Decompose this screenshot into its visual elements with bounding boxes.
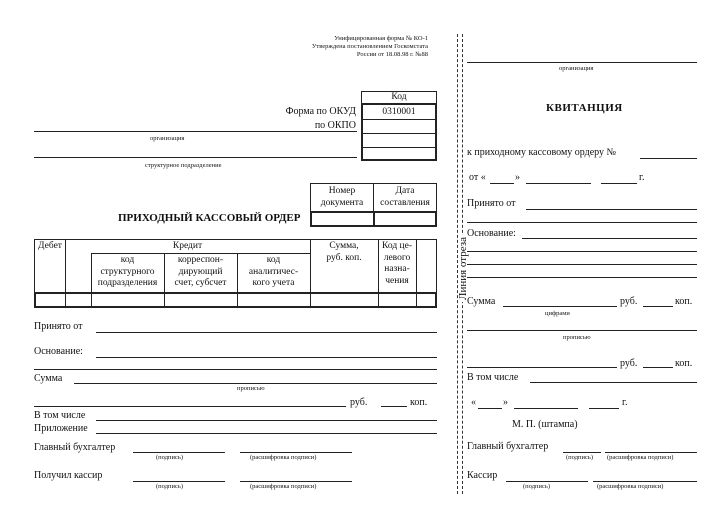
receipt-cashier-decode-line[interactable] bbox=[593, 481, 697, 482]
sum-words-line-2[interactable] bbox=[34, 406, 346, 407]
attachment-label: Приложение bbox=[34, 423, 88, 434]
receipt-quote-close: » bbox=[515, 172, 520, 183]
kop-line[interactable] bbox=[381, 406, 407, 407]
organization-line[interactable] bbox=[34, 131, 357, 132]
organization-caption: организация bbox=[150, 135, 185, 142]
purpose-code-header: Код це- левого назна- чения bbox=[381, 241, 412, 286]
chief-decode-caption: (расшифровка подписи) bbox=[250, 454, 317, 461]
cashier-decode-line[interactable] bbox=[240, 481, 352, 482]
sum-in-words-caption: прописью bbox=[237, 385, 265, 392]
credit-col-subdivision: код структурного подразделения bbox=[97, 255, 158, 288]
basis-line-2[interactable] bbox=[34, 369, 437, 370]
credit-col-analytics: код аналитичес- кого учета bbox=[248, 255, 299, 288]
cashier-signature-caption: (подпись) bbox=[156, 483, 183, 490]
form-title: ПРИХОДНЫЙ КАССОВЫЙ ОРДЕР bbox=[118, 212, 301, 224]
rub-label: руб. bbox=[350, 397, 368, 408]
receipt-stamp-label: М. П. (штампа) bbox=[512, 419, 578, 430]
including-label: В том числе bbox=[34, 410, 86, 421]
chief-accountant-signature-line[interactable] bbox=[133, 452, 225, 453]
receipt-organization-caption: организация bbox=[559, 65, 594, 72]
doc-number-date-values[interactable] bbox=[310, 211, 437, 227]
okpo-label: по ОКПО bbox=[314, 120, 356, 131]
receipt-date-prefix: от « bbox=[469, 172, 486, 183]
including-line[interactable] bbox=[96, 420, 437, 421]
chief-signature-caption: (подпись) bbox=[156, 454, 183, 461]
form-header-line2: Утверждена постановлением Госкомстата bbox=[311, 43, 428, 50]
receipt-cashier-signature-line[interactable] bbox=[506, 481, 588, 482]
receipt-sum-words-line-2[interactable] bbox=[467, 367, 617, 368]
receipt-rub-label: руб. bbox=[620, 296, 638, 307]
receipt-cashier-decode-caption: (расшифровка подписи) bbox=[597, 483, 664, 490]
receipt-rub-label-2: руб. bbox=[620, 358, 638, 369]
received-from-line[interactable] bbox=[96, 332, 437, 333]
receipt-to-order-label: к приходному кассовому ордеру № bbox=[467, 147, 617, 158]
receipt-organization-line[interactable] bbox=[467, 62, 697, 63]
receipt-day-line-2[interactable] bbox=[478, 408, 502, 409]
cashier-decode-caption: (расшифровка подписи) bbox=[250, 483, 317, 490]
okud-label: Форма по ОКУД bbox=[285, 106, 356, 117]
credit-header: Кредит bbox=[172, 241, 203, 251]
receipt-basis-label: Основание: bbox=[467, 228, 516, 239]
receipt-month-line[interactable] bbox=[526, 183, 591, 184]
receipt-year-line-2[interactable] bbox=[589, 408, 619, 409]
receipt-sum-digits-line[interactable] bbox=[503, 306, 617, 307]
receipt-basis-line-2[interactable] bbox=[467, 251, 697, 252]
receipt-year-line[interactable] bbox=[601, 183, 637, 184]
receipt-chief-accountant-label: Главный бухгалтер bbox=[467, 441, 549, 452]
form-header-line3: России от 18.08.98 г. №88 bbox=[356, 51, 428, 58]
doc-date-header: Дата составления bbox=[380, 186, 430, 208]
receipt-sum-label: Сумма bbox=[467, 296, 496, 307]
receipt-chief-signature-line[interactable] bbox=[563, 452, 601, 453]
receipt-received-from-label: Принято от bbox=[467, 198, 516, 209]
basis-line[interactable] bbox=[96, 357, 437, 358]
receipt-order-number-line[interactable] bbox=[640, 158, 697, 159]
sum-label: Сумма bbox=[34, 373, 63, 384]
form-header-line1: Унифицированная форма № КО-1 bbox=[334, 35, 428, 42]
receipt-received-from-line[interactable] bbox=[526, 209, 697, 210]
receipt-year-label-2: г. bbox=[622, 397, 628, 408]
accounts-table-data-row[interactable] bbox=[34, 292, 437, 308]
credit-col-account: корреспон- дирующий счет, субсчет bbox=[174, 255, 227, 288]
receipt-in-digits-caption: цифрами bbox=[545, 310, 570, 317]
receipt-including-label: В том числе bbox=[467, 372, 519, 383]
attachment-line[interactable] bbox=[96, 433, 437, 434]
receipt-kop-line[interactable] bbox=[643, 306, 673, 307]
receipt-title: КВИТАНЦИЯ bbox=[546, 102, 623, 114]
receipt-basis-line-4[interactable] bbox=[467, 277, 697, 278]
basis-label: Основание: bbox=[34, 346, 83, 357]
accounts-table bbox=[34, 239, 437, 294]
code-values-box bbox=[361, 103, 437, 161]
receipt-chief-decode-line[interactable] bbox=[605, 452, 697, 453]
receipt-chief-decode-caption: (расшифровка подписи) bbox=[607, 454, 674, 461]
chief-accountant-label: Главный бухгалтер bbox=[34, 442, 116, 453]
receipt-in-words-caption: прописью bbox=[563, 334, 591, 341]
received-by-cashier-label: Получил кассир bbox=[34, 470, 103, 481]
receipt-day-line[interactable] bbox=[490, 183, 514, 184]
receipt-cashier-label: Кассир bbox=[467, 470, 498, 481]
receipt-sum-words-line[interactable] bbox=[467, 330, 697, 331]
cut-line-label: Линия отреза bbox=[457, 237, 469, 300]
okud-code-value[interactable]: 0310001 bbox=[382, 107, 416, 117]
receipt-kop-label: коп. bbox=[675, 296, 693, 307]
cashier-signature-line[interactable] bbox=[133, 481, 225, 482]
receipt-kop-label-2: коп. bbox=[675, 358, 693, 369]
receipt-date2-close: » bbox=[503, 397, 508, 408]
subdivision-line[interactable] bbox=[34, 157, 357, 158]
doc-number-header: Номер документа bbox=[320, 186, 364, 208]
receipt-including-line[interactable] bbox=[530, 382, 697, 383]
receipt-month-line-2[interactable] bbox=[514, 408, 578, 409]
receipt-basis-line[interactable] bbox=[522, 238, 697, 239]
receipt-chief-signature-caption: (подпись) bbox=[566, 454, 593, 461]
debit-header: Дебет bbox=[38, 241, 62, 251]
kop-label: коп. bbox=[410, 397, 428, 408]
receipt-cashier-signature-caption: (подпись) bbox=[523, 483, 550, 490]
doc-number-date-header bbox=[310, 183, 437, 212]
sum-header: Сумма, руб. коп. bbox=[326, 241, 362, 263]
subdivision-caption: структурное подразделение bbox=[145, 162, 222, 169]
sum-words-line[interactable] bbox=[74, 383, 437, 384]
chief-accountant-decode-line[interactable] bbox=[240, 452, 352, 453]
received-from-label: Принято от bbox=[34, 321, 83, 332]
receipt-basis-line-3[interactable] bbox=[467, 264, 697, 265]
receipt-received-from-line-2[interactable] bbox=[467, 222, 697, 223]
receipt-date2-open: « bbox=[471, 397, 476, 408]
receipt-kop-line-2[interactable] bbox=[643, 367, 673, 368]
receipt-year-label: г. bbox=[639, 172, 645, 183]
code-header-label: Код bbox=[391, 92, 407, 102]
